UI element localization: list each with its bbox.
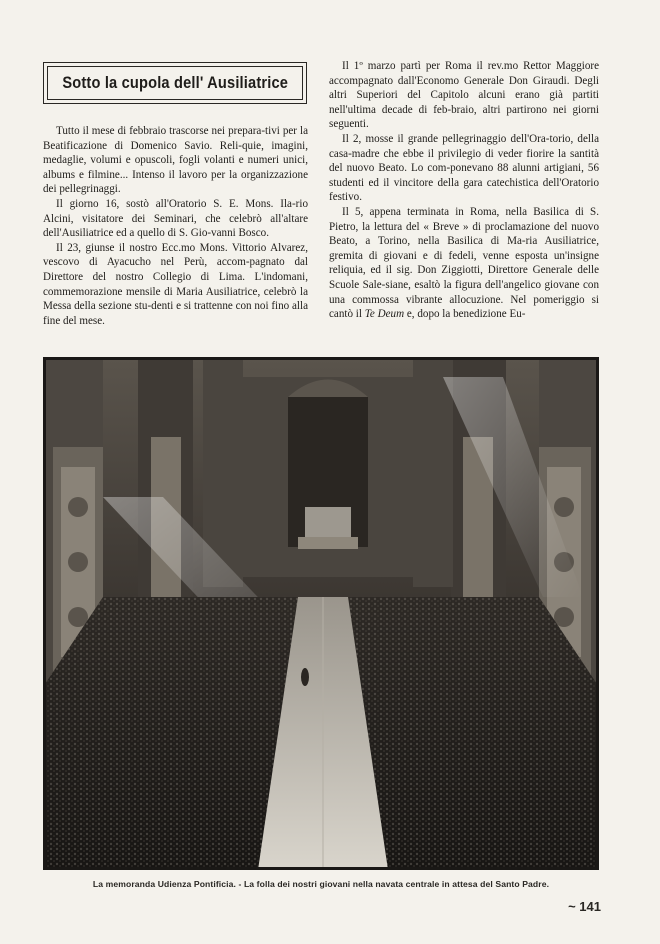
basilica-nave-illustration (43, 357, 599, 870)
paragraph: Tutto il mese di febbraio trascorse nei prepara-tivi per la Beatificazione di Domenico Savio. Reli-quie, imagini, medaglie, volumi e opuscoli, fogli volanti e numeri unici, albums e filmine... Intenso il lavoro per la organizzazione dei pellegrinaggi. (43, 125, 308, 196)
paragraph: Il 1º marzo partì per Roma il rev.mo Rettor Maggiore accompagnato dall'Economo Generale Don Giraudi. Degli altri Superiori del Capitolo alcuni erano già partiti nell'ultima decade di feb-braio, altri partirono nei giorni seguenti. (329, 60, 599, 131)
paragraph-tail: e, dopo la benedizione Eu- (406, 308, 526, 321)
right-column (329, 59, 599, 322)
paragraph (329, 205, 599, 322)
left-column (43, 124, 308, 328)
page-mark: ~ (568, 899, 576, 914)
photo-caption: La memoranda Udienza Pontificia. - La folla dei nostri giovani nella navata centrale in attesa del Santo Padre. (92, 879, 550, 889)
page-number-block (551, 899, 601, 914)
paragraph-text: Il 5, appena terminata in Roma, nella Basilica di S. Pietro, la lettura del « Breve » di proclamazione del nuovo Beato, a Torino, nella Basilica di Ma-ria Ausiliatrice, gremita di giovani e di fedeli, venne esposta un'insigne reliquia, ed il sig. Don Ziggiotti, Direttore Generale delle Scuole Sale-siane, esaltò la figura dell'angelico giovane con una commossa vibrante allocuzione. Nel pomeriggio si cantò il (329, 205, 599, 321)
page-number: 141 (579, 899, 601, 914)
paragraph: Il 23, giunse il nostro Ecc.mo Mons. Vittorio Alvarez, vescovo di Ayacucho nel Perù, accom-pagnato dal Direttore del nostro Collegio di Lima. L'indomani, commemorazione mensile di Maria Ausiliatrice, celebrò la Messa della sezione stu-denti e si trattenne con noi fino alla fine del mese. (43, 241, 308, 327)
basilica-photo (43, 357, 599, 870)
paragraph: Il 2, mosse il grande pellegrinaggio dell'Ora-torio, della casa-madre che ebbe il privilegio di veder fiorire la santità del nuovo Beato. Lo com-ponevano 88 alunni artigiani, 56 studenti ed il vincitore della gara catechistica dell'Oratorio festivo. (329, 132, 599, 204)
article-title-box (43, 62, 307, 104)
paragraph: Il giorno 16, sostò all'Oratorio S. E. Mons. Ila-rio Alcini, visitatore dei Seminari, che celebrò all'altare dell'Ausiliatrice ed a quello di S. Gio-vanni Bosco. (43, 197, 308, 240)
te-deum-italic: Te Deum (364, 308, 405, 321)
article-title: Sotto la cupola dell' Ausiliatrice (62, 73, 288, 92)
